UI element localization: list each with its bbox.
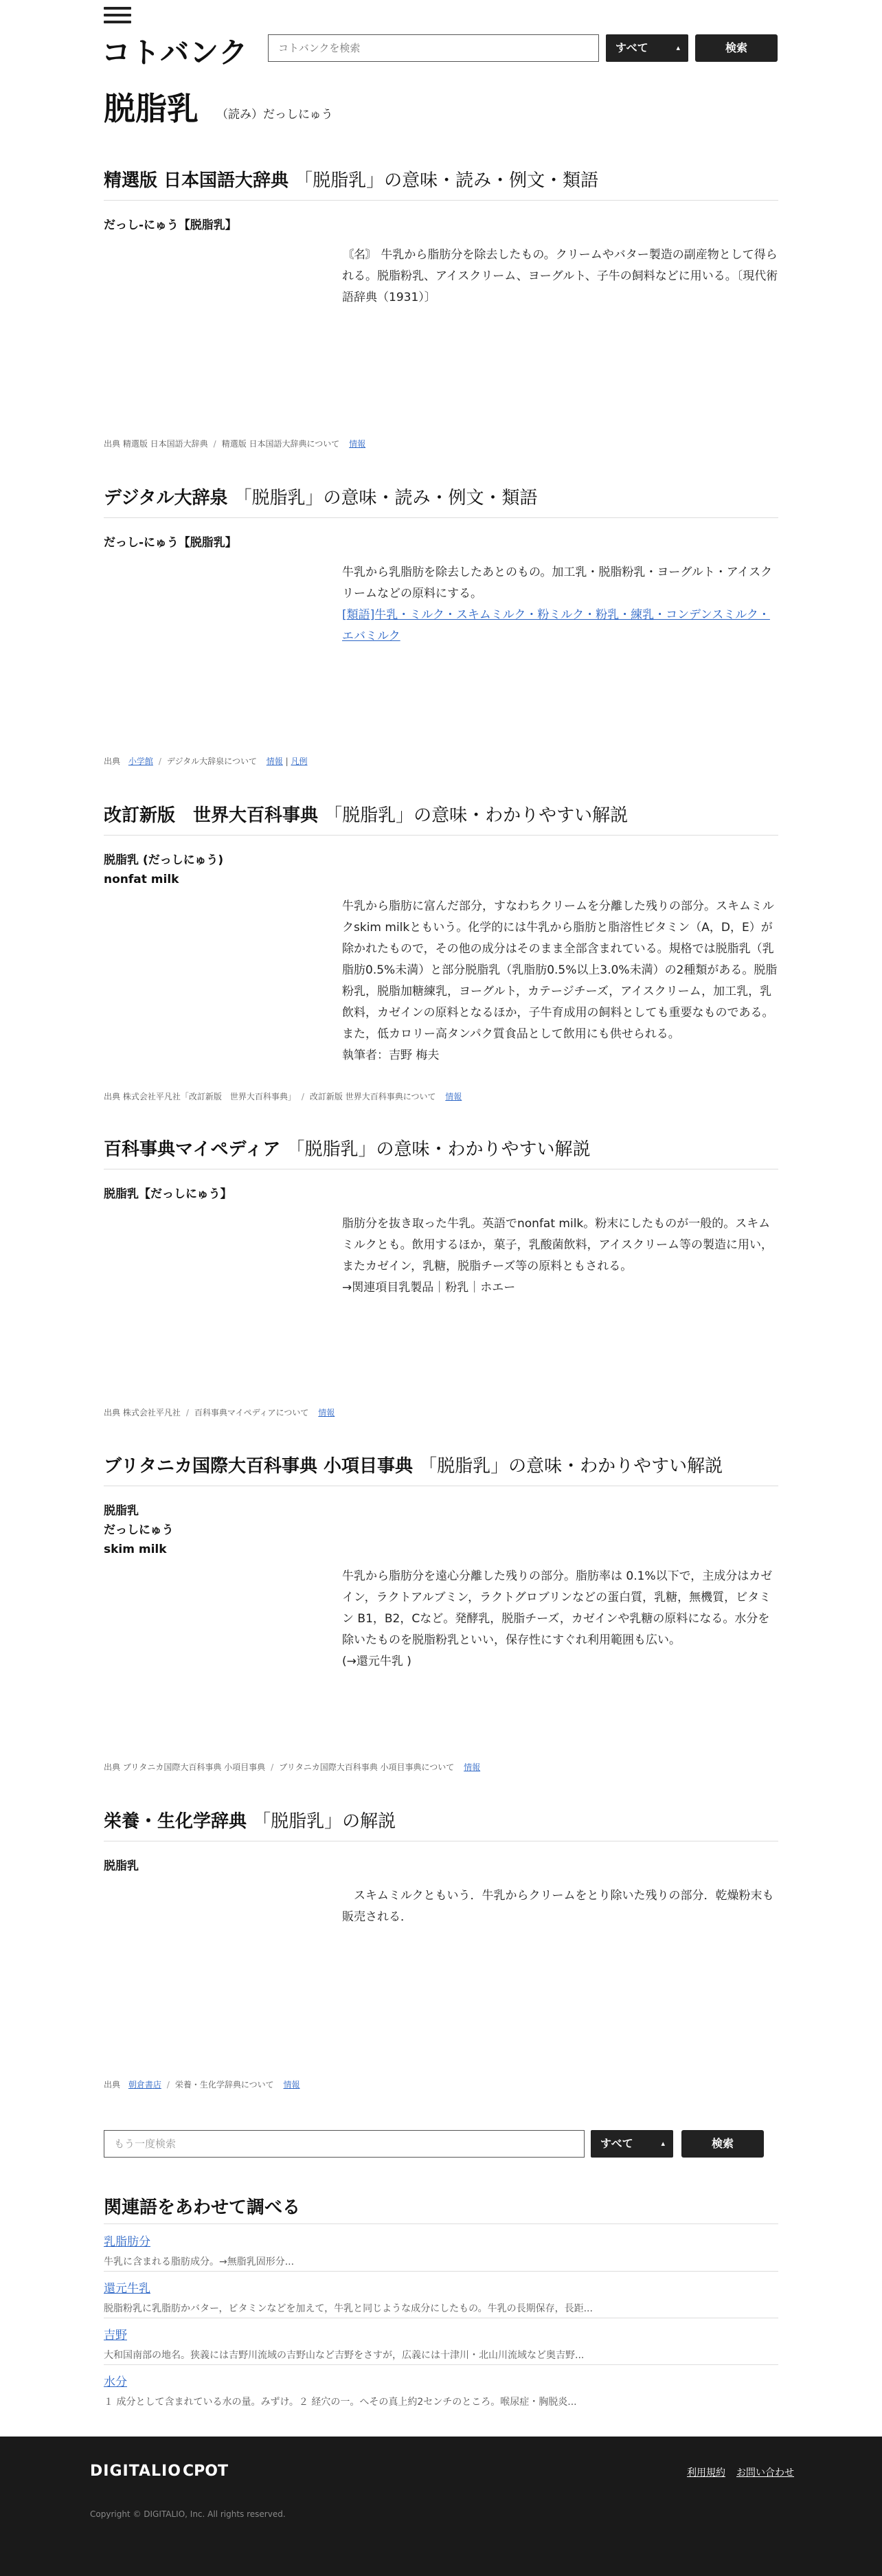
entry-body: 牛乳から脂肪に富んだ部分，すなわちクリームを分離した残りの部分。スキムミルクskim milkともいう。化学的には牛乳から脂肪と脂溶性ビタミン（A，D，E）が除かれたもので，その他の成分はそのまま全部含まれている。規格では脱脂乳（乳脂肪0.5%未満）と部分脱脂乳（乳脂肪0.5%以上3.0%未満）の2種類がある。脱脂粉乳，脱脂加糖練乳，ヨーグルト，カテージチーズ，アイスクリーム，加工乳，乳飲料，カゼインの原料となるほか，子牛育成用の飼料としても重要なものである。また，低カロリー高タンパク質食品として飲用にも供せられる。 bbox=[342, 899, 778, 1041]
section-eiyou bbox=[104, 1807, 778, 1928]
page-title: 脱脂乳 bbox=[104, 90, 199, 127]
updown-icon: ▴ bbox=[676, 43, 680, 52]
info-link[interactable]: 情報 bbox=[283, 2080, 300, 2090]
source-line: 出典 株式会社平凡社 / 百科事典マイペディアについて 情報 bbox=[104, 1408, 335, 1418]
related-item[interactable]: 乳脂肪分 牛乳に含まれる脂肪成分。→無脂乳固形分... bbox=[104, 2235, 295, 2267]
entry-reading: だっしにゅう bbox=[104, 1523, 174, 1537]
entry-head: 脱脂乳 bbox=[104, 1859, 139, 1873]
bottom-scope-select[interactable] bbox=[591, 2130, 673, 2158]
source-line: 出典 株式会社平凡社「改訂新版 世界大百科事典」 / 改訂新版 世界大百科事典について 情報 bbox=[104, 1092, 462, 1101]
scope-select[interactable] bbox=[606, 34, 688, 62]
entry-head: 脱脂乳 bbox=[104, 1504, 139, 1518]
footer-logo-cpot[interactable]: CPOT bbox=[183, 2463, 228, 2480]
entry-head: 脱脂乳【だっしにゅう】 bbox=[104, 1187, 232, 1201]
reading: （読み）だっしにゅう bbox=[216, 108, 333, 122]
divider bbox=[104, 2271, 778, 2272]
copyright: Copyright © DIGITALIO, Inc. All rights reserved. bbox=[90, 2509, 286, 2519]
bottom-scope-label: すべて bbox=[600, 2137, 633, 2150]
info-link[interactable]: 情報 bbox=[318, 1408, 335, 1418]
terms-link[interactable]: 利用規約 bbox=[687, 2467, 725, 2478]
info-link[interactable]: 情報 bbox=[445, 1092, 462, 1101]
contact-link[interactable]: お問い合わせ bbox=[736, 2467, 794, 2478]
section-heading: 精選版 日本国語大辞典 「脱脂乳」の意味・読み・例文・類語 bbox=[104, 166, 778, 201]
entry-body: 脂肪分を抜き取った牛乳。英語でnonfat milk。粉末にしたものが一般的。スキムミルクとも。飲用するほか，菓子，乳酸菌飲料，アイスクリーム等の製造に用い，またカゼイン，乳糖，脱脂チーズ等の原料ともされる。 bbox=[342, 1217, 773, 1273]
related-items[interactable]: →関連項目乳製品｜粉乳｜ホエー bbox=[342, 1281, 516, 1295]
source-line: 出典 精選版 日本国語大辞典 / 精選版 日本国語大辞典について 情報 bbox=[104, 439, 366, 449]
section-mypedia bbox=[104, 1135, 778, 1299]
section-heading: 改訂新版 世界大百科事典 「脱脂乳」の意味・わかりやすい解説 bbox=[104, 801, 778, 836]
publisher-link[interactable]: 小学館 bbox=[128, 757, 153, 766]
entry-body: スキムミルクともいう．牛乳からクリームをとり除いた残りの部分．乾燥粉末も販売される． bbox=[342, 1889, 774, 1924]
source-line: 出典 朝倉書店 / 栄養・生化学辞典について 情報 bbox=[104, 2080, 300, 2090]
entry-body: 〘名〙 牛乳から脂肪分を除去したもの。クリームやバター製造の副産物として得られる。脱脂粉乳、アイスクリーム、ヨーグルト、子牛の飼料などに用いる。〔現代術語辞典（1931）〕 bbox=[342, 248, 778, 304]
related-item[interactable]: 還元牛乳 脱脂粉乳に乳脂肪かバター，ビタミンなどを加えて，牛乳と同じような成分にしたもの。牛乳の長期保存，長距... bbox=[104, 2282, 593, 2314]
menu-icon[interactable] bbox=[104, 7, 131, 25]
source-line: 出典 小学館 / デジタル大辞泉について 情報 | 凡例 bbox=[104, 757, 308, 766]
divider bbox=[104, 2364, 778, 2365]
entry-head: だっし‐にゅう【脱脂乳】 bbox=[104, 219, 237, 232]
scope-select-label: すべて bbox=[615, 41, 648, 54]
entry-body: 牛乳から乳脂肪を除去したあとのもの。加工乳・脱脂粉乳・ヨーグルト・アイスクリームなどの原料にする。 bbox=[342, 565, 773, 601]
section-britannica bbox=[104, 1452, 778, 1672]
bottom-search-button[interactable]: 検索 bbox=[681, 2130, 764, 2158]
site-logo[interactable]: コトバンク bbox=[102, 36, 249, 69]
entry-head-en: skim milk bbox=[104, 1543, 167, 1556]
related-item[interactable]: 水分 １ 成分として含まれている水の量。みずけ。２ 経穴の一。へその真上約2センチのところ。喉尿症・胸脱炎... bbox=[104, 2375, 577, 2408]
synonyms[interactable]: [類語]牛乳・ミルク・スキムミルク・粉ミルク・粉乳・練乳・コンデンスミルク・エバミルク bbox=[342, 608, 770, 643]
bottom-search-input[interactable]: もう一度検索 bbox=[104, 2130, 585, 2158]
section-daijisen bbox=[104, 484, 778, 647]
legend-link[interactable]: 凡例 bbox=[291, 757, 308, 766]
section-heading: 百科事典マイペディア 「脱脂乳」の意味・わかりやすい解説 bbox=[104, 1135, 778, 1169]
section-heading: ブリタニカ国際大百科事典 小項目事典 「脱脂乳」の意味・わかりやすい解説 bbox=[104, 1452, 778, 1486]
section-heading: デジタル大辞泉 「脱脂乳」の意味・読み・例文・類語 bbox=[104, 484, 778, 518]
updown-icon: ▴ bbox=[661, 2139, 665, 2148]
entry-body: 牛乳から脂肪分を遠心分離した残りの部分。脂肪率は 0.1%以下で，主成分はカゼイン，ラクトアルブミン，ラクトグロブリンなどの蛋白質，乳糖，無機質，ビタミン B1，B2，Cなど。発酵乳，脱脂チーズ，カゼインや乳糖の原料になる。水分を除いたものを脱脂粉乳といい，保存性にすぐれ利用範囲も広い。 bbox=[342, 1569, 773, 1647]
footer bbox=[0, 2437, 882, 2576]
publisher-link[interactable]: 朝倉書店 bbox=[128, 2080, 161, 2090]
info-link[interactable]: 情報 bbox=[464, 1762, 481, 1772]
search-button[interactable]: 検索 bbox=[695, 34, 778, 62]
related-item[interactable]: 吉野 大和国南部の地名。狭義には吉野川流域の吉野山など吉野をさすが，広義には十津川・北山川流域など奥吉野... bbox=[104, 2329, 585, 2361]
search-input[interactable] bbox=[268, 34, 599, 62]
author: 執筆者：吉野 梅夫 bbox=[342, 1049, 440, 1062]
source-line: 出典 ブリタニカ国際大百科事典 小項目事典 / ブリタニカ国際大百科事典 小項目事典について 情報 bbox=[104, 1762, 481, 1772]
info-link[interactable]: 情報 bbox=[266, 757, 283, 766]
section-heibonsha bbox=[104, 801, 778, 1066]
entry-head: だっし‐にゅう【脱脂乳】 bbox=[104, 536, 237, 550]
footer-logo-digitalio[interactable]: DIGITALIO bbox=[90, 2463, 181, 2480]
section-heading: 栄養・生化学辞典 「脱脂乳」の解説 bbox=[104, 1807, 778, 1841]
entry-head: 脱脂乳 (だっしにゅう) bbox=[104, 853, 224, 867]
info-link[interactable]: 情報 bbox=[349, 439, 366, 449]
entry-head-en: nonfat milk bbox=[104, 873, 179, 886]
related-link[interactable]: (→還元牛乳 ) bbox=[342, 1655, 411, 1668]
related-title: 関連語をあわせて調べる bbox=[104, 2197, 301, 2218]
section-seisenban bbox=[104, 166, 778, 309]
